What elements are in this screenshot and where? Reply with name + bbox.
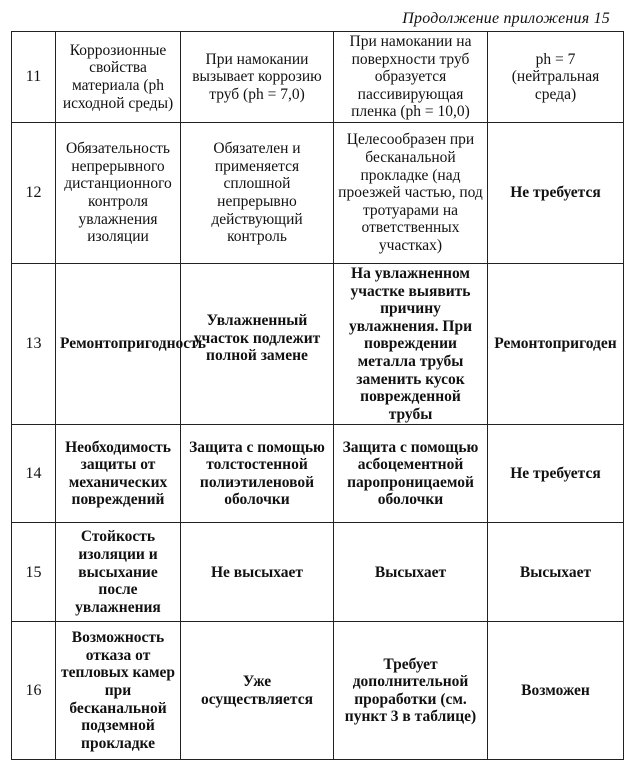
option-c-cell: Ремонтопригоден (488, 264, 624, 425)
option-c-cell: Не требуется (488, 425, 624, 523)
property-cell: Необходимость защиты от механических повреждений (56, 425, 181, 523)
option-b-cell: Высыхает (334, 523, 488, 622)
option-b-cell: Защита с помощью асбоцементной паропроницаемой оболочки (334, 425, 488, 523)
option-b-cell: При намокании на поверхности труб образуется пассивирующая пленка (ph = 10,0) (334, 32, 488, 123)
row-number: 15 (12, 523, 56, 622)
option-a-cell: Не высыхает (181, 523, 334, 622)
option-b-cell: Целесообразен при бесканальной прокладке (над проезжей частью, под тротуарами на ответственных участках) (334, 123, 488, 264)
property-cell: Ремонтопригодность (56, 264, 181, 425)
table-row (12, 32, 624, 123)
table-row (12, 622, 624, 760)
option-a-cell: Защита с помощью толстостенной полиэтиленовой оболочки (181, 425, 334, 523)
row-number: 16 (12, 622, 56, 760)
option-a-cell: Увлажненный участок подлежит полной замене (181, 264, 334, 425)
option-a-cell: При намокании вызывает коррозию труб (ph = 7,0) (181, 32, 334, 123)
table-row (12, 123, 624, 264)
option-a-cell: Уже осуществляется (181, 622, 334, 760)
option-c-cell: Возможен (488, 622, 624, 760)
option-c-cell: ph = 7 (нейтральная среда) (488, 32, 624, 123)
option-a-cell: Обязателен и применяется сплошной непрерывно действующий контроль (181, 123, 334, 264)
row-number: 13 (12, 264, 56, 425)
option-c-cell: Не требуется (488, 123, 624, 264)
row-number: 12 (12, 123, 56, 264)
option-b-cell: Требует дополнительной проработки (см. пункт 3 в таблице) (334, 622, 488, 760)
row-number: 11 (12, 32, 56, 123)
property-cell: Коррозионные свойства материала (ph исходной среды) (56, 32, 181, 123)
table-row (12, 425, 624, 523)
table-row (12, 523, 624, 622)
row-number: 14 (12, 425, 56, 523)
property-cell: Возможность отказа от тепловых камер при бесканальной подземной прокладке (56, 622, 181, 760)
property-cell: Обязательность непрерывного дистанционного контроля увлажнения изоляции (56, 123, 181, 264)
option-b-cell: На увлажненном участке выявить причину увлажнения. При повреждении металла трубы заменить кусок поврежденной трубы (334, 264, 488, 425)
comparison-table (11, 31, 624, 760)
option-c-cell: Высыхает (488, 523, 624, 622)
appendix-caption: Продолжение приложения 15 (402, 10, 610, 27)
table-row (12, 264, 624, 425)
property-cell: Стойкость изоляции и высыхание после увлажнения (56, 523, 181, 622)
